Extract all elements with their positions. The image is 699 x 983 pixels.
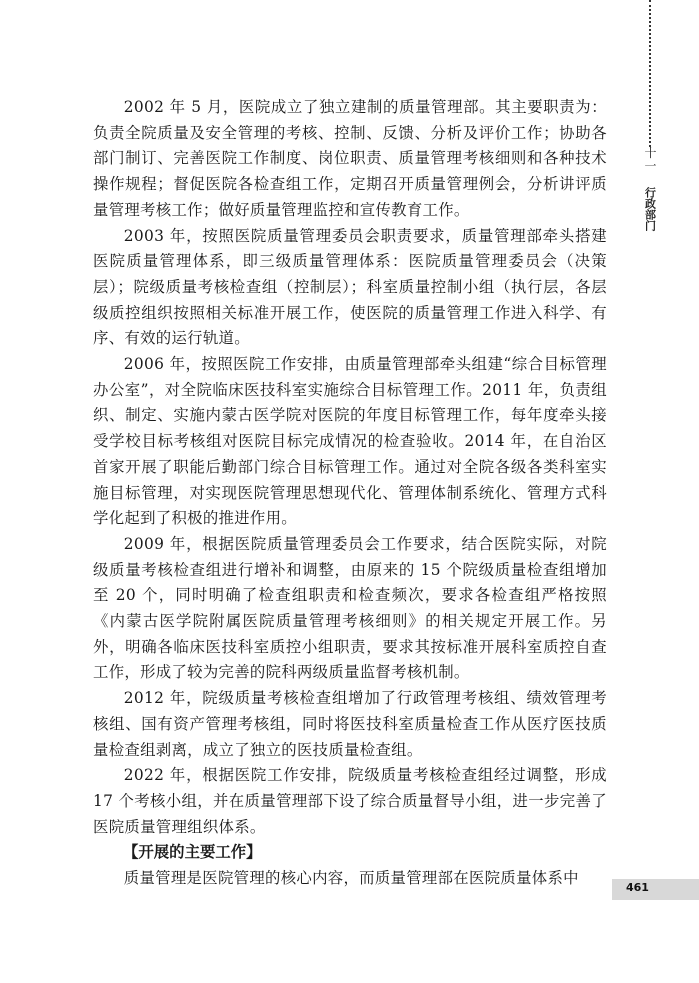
chapter-number: 十一 [644,146,656,173]
paragraph: 2006 年，按照医院工作安排，由质量管理部牵头组建“综合目标管理办公室”，对全院临床医技科室实施综合目标管理工作。2011 年，负责组织、制定、实施内蒙古医学院对医院的年度目标管理工作，每年度牵头接受学校目标考核组对医院目标完成情况的检查验收。2014 年，在自治区首家开展了职能后勤部门综合目标管理工作。通过对全院各级各类科室实施目标管理，对实现医院管理思想现代化、管理体制系统化、管理方式科学化起到了积极的推进作用。 [93,355,607,528]
chapter-tab [640,147,660,234]
section-heading: 【开展的主要工作】 [123,843,262,862]
paragraph: 2002 年 5 月，医院成立了独立建制的质量管理部。其主要职责为：负责全院质量及安全管理的考核、控制、反馈、分析及评价工作；协助各部门制订、完善医院工作制度、岗位职责、质量管理考核细则和各种技术操作规程；督促医院各检查组工作，定期召开质量管理例会，分析讲评质量管理考核工作；做好质量管理监控和宣传教育工作。 [93,98,607,219]
chapter-title [643,187,657,234]
chapter-title-text: 行政部门 [643,187,657,231]
page-number: 461 [626,881,649,894]
paragraph: 2012 年，院级质量考核检查组增加了行政管理考核组、绩效管理考核组、国有资产管理考核组，同时将医技科室质量检查工作从医疗医技质量检查组剥离，成立了独立的医技质量检查组。 [93,689,607,759]
paragraph: 质量管理是医院管理的核心内容，而质量管理部在医院质量体系中 [123,869,579,888]
page-body [93,95,607,892]
paragraph: 2009 年，根据医院质量管理委员会工作要求，结合医院实际，对院级质量考核检查组进行增补和调整，由原来的 15 个院级质量检查组增加至 20 个，同时明确了检查组职责和检查频次，要求各检查组严格按照《内蒙古医学院附属医院质量管理考核细则》的相关规定开展工作。另外，明确各临床医技科室质控小组职责，要求其按标准开展科室质控自查工作，形成了较为完善的院科两级质量监督考核机制。 [93,534,607,682]
margin-dotted-line [649,0,651,147]
paragraph: 2003 年，按照医院质量管理委员会职责要求，质量管理部牵头搭建医院质量管理体系，即三级质量管理体系：医院质量管理委员会（决策层）；院级质量考核检查组（控制层）；科室质量控制小组（执行层，各层级质控组织按照相关标准开展工作，使医院的质量管理工作进入科学、有序、有效的运行轨道。 [93,226,607,348]
paragraph: 2022 年，根据医院工作安排，院级质量考核检查组经过调整，形成 17 个考核小组，并在质量管理部下设了综合质量督导小组，进一步完善了医院质量管理组织体系。 [93,766,607,836]
